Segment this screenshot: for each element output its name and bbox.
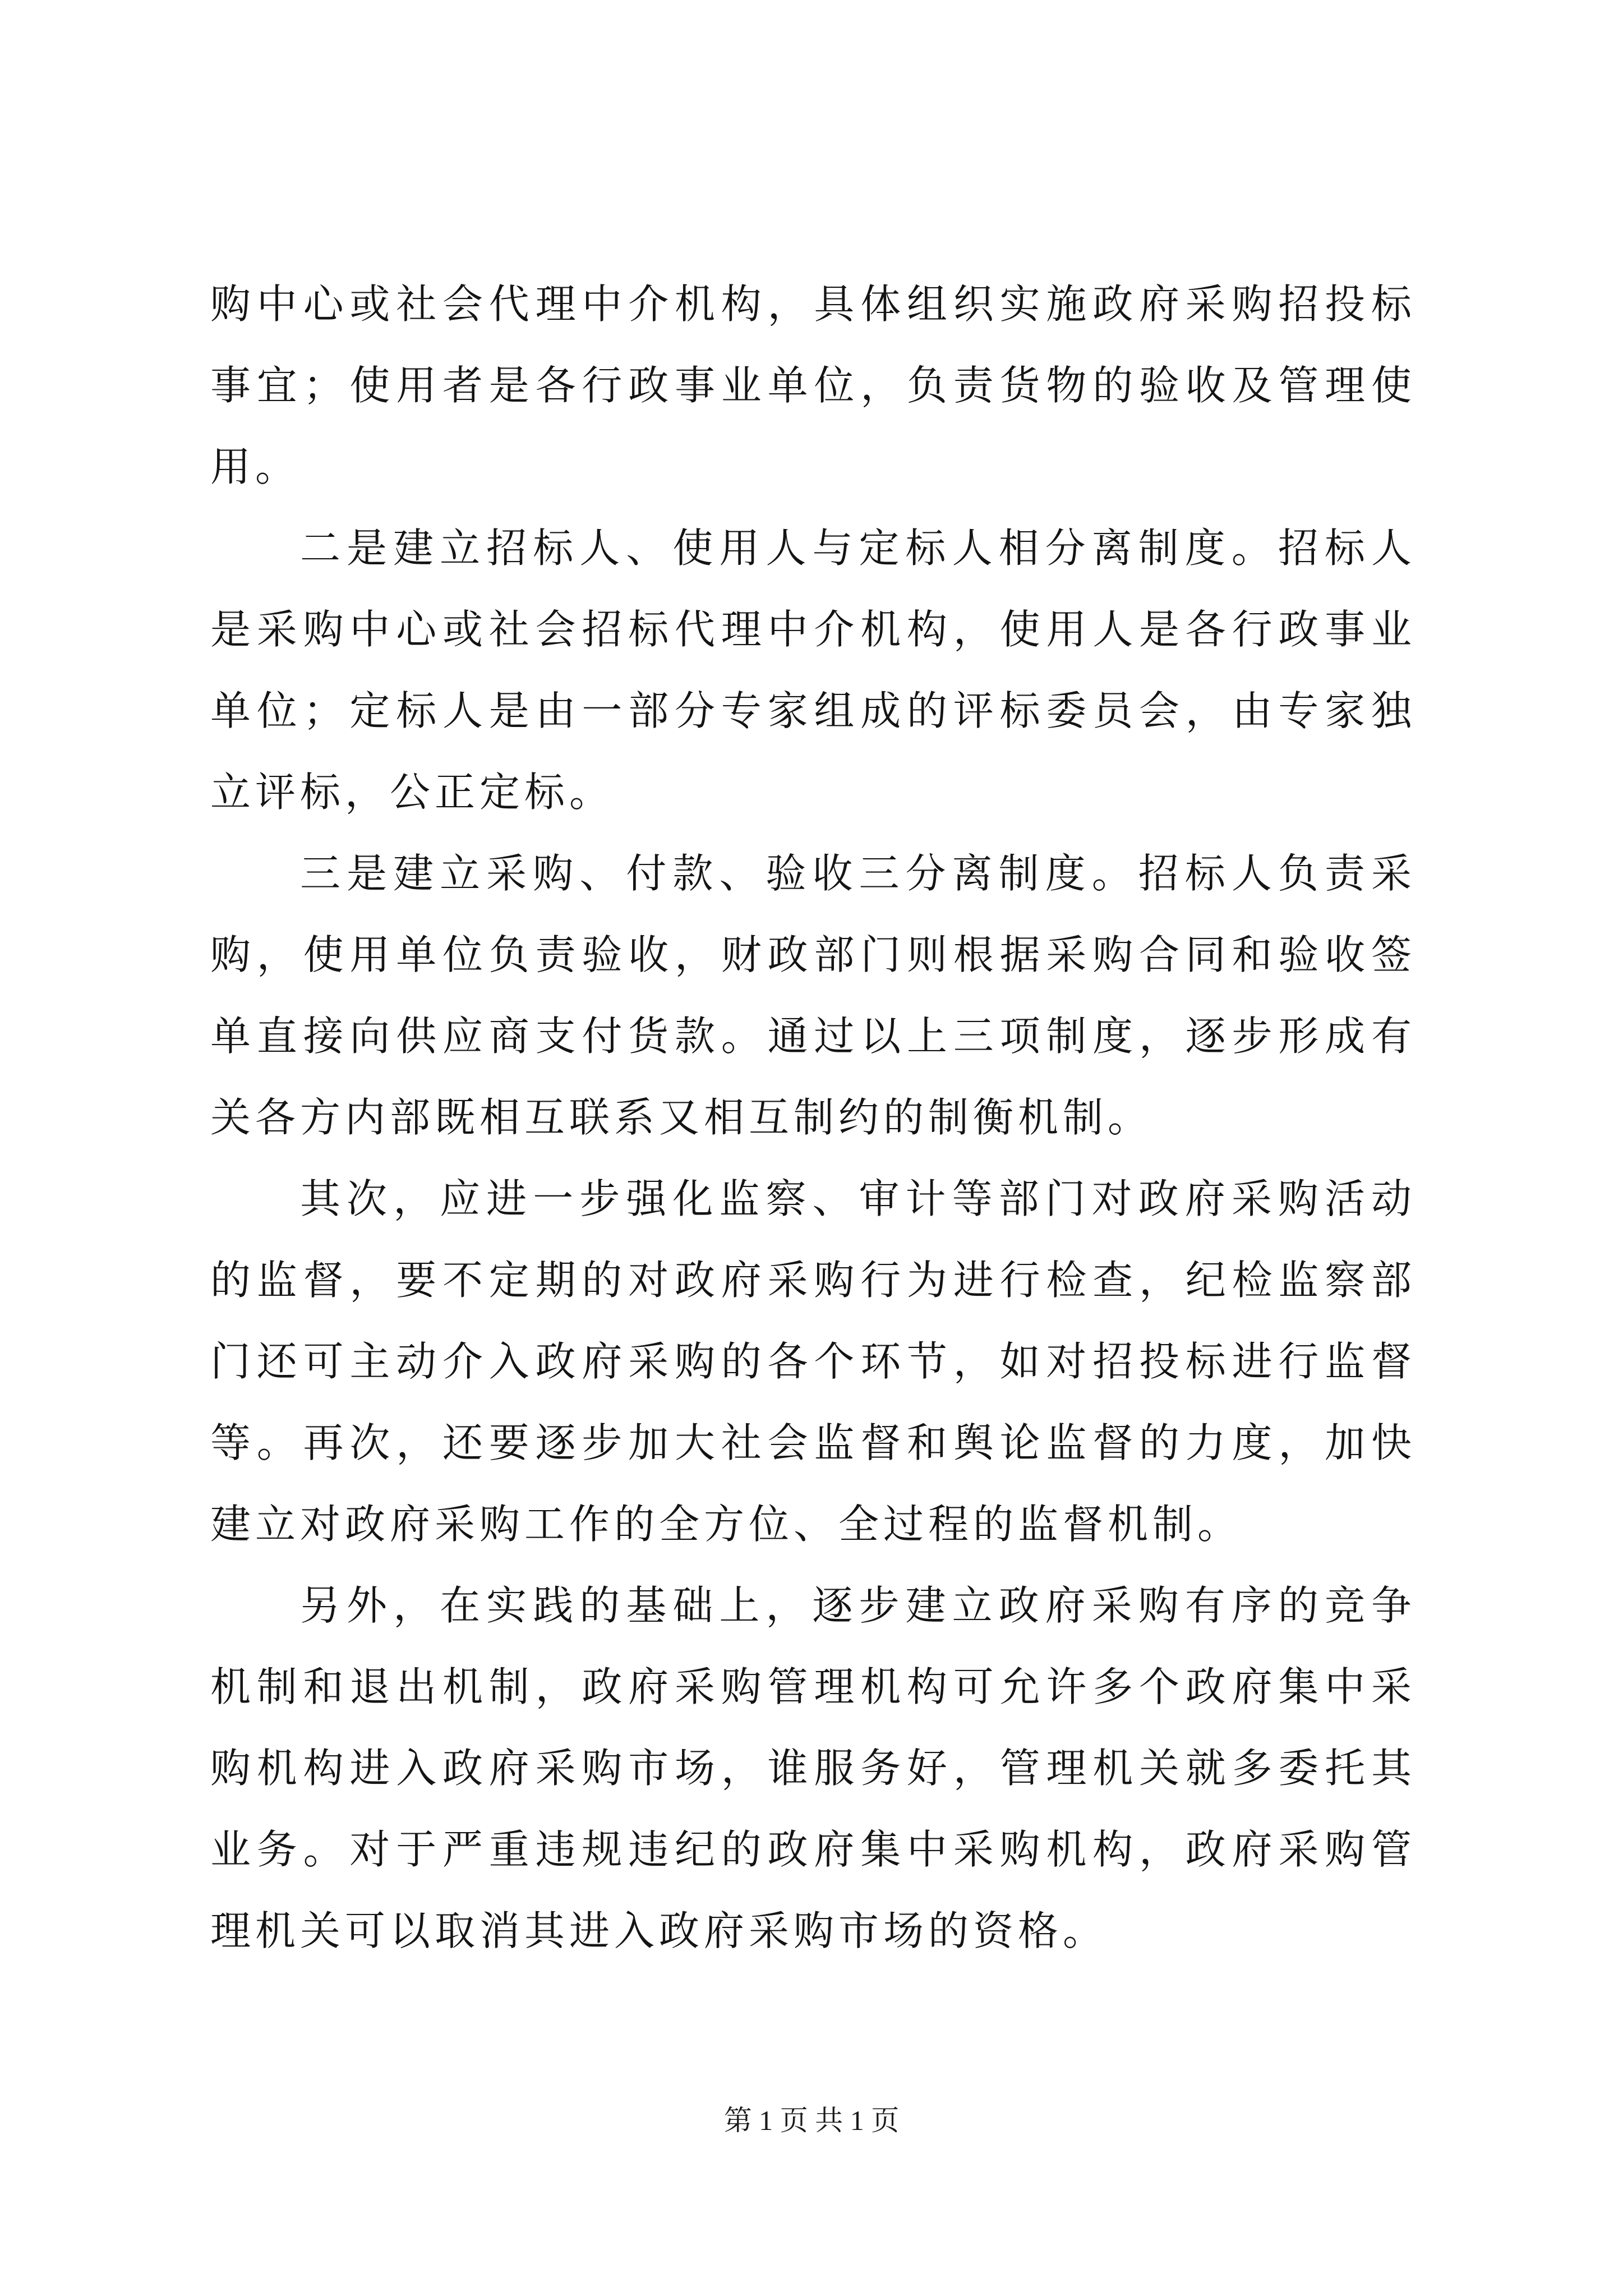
paragraph-4: 其次，应进一步强化监察、审计等部门对政府采购活动的监督，要不定期的对政府采购行为进行检查，纪检监察部门还可主动介入政府采购的各个环节，如对招投标进行监督等。再次，还要逐步加大社会监督和舆论监督的力度，加快建立对政府采购工作的全方位、全过程的监督机制。 <box>210 1175 1416 1548</box>
document-body <box>210 264 1416 1972</box>
page-number-label: 第 1 页 共 1 页 <box>723 2105 900 2136</box>
paragraph-1: 购中心或社会代理中介机构，具体组织实施政府采购招投标事宜；使用者是各行政事业单位，负责货物的验收及管理使用。 <box>210 280 1416 490</box>
paragraph-3: 三是建立采购、付款、验收三分离制度。招标人负责采购，使用单位负责验收，财政部门则根据采购合同和验收签单直接向供应商支付货款。通过以上三项制度，逐步形成有关各方内部既相互联系又相互制约的制衡机制。 <box>210 850 1416 1141</box>
page-footer <box>0 2101 1623 2140</box>
paragraph-5: 另外，在实践的基础上，逐步建立政府采购有序的竞争机制和退出机制，政府采购管理机构可允许多个政府集中采购机构进入政府采购市场，谁服务好，管理机关就多委托其业务。对于严重违规违纪的政府集中采购机构，政府采购管理机关可以取消其进入政府采购市场的资格。 <box>210 1582 1416 1954</box>
paragraph-2: 二是建立招标人、使用人与定标人相分离制度。招标人是采购中心或社会招标代理中介机构，使用人是各行政事业单位；定标人是由一部分专家组成的评标委员会，由专家独立评标，公正定标。 <box>210 524 1416 816</box>
